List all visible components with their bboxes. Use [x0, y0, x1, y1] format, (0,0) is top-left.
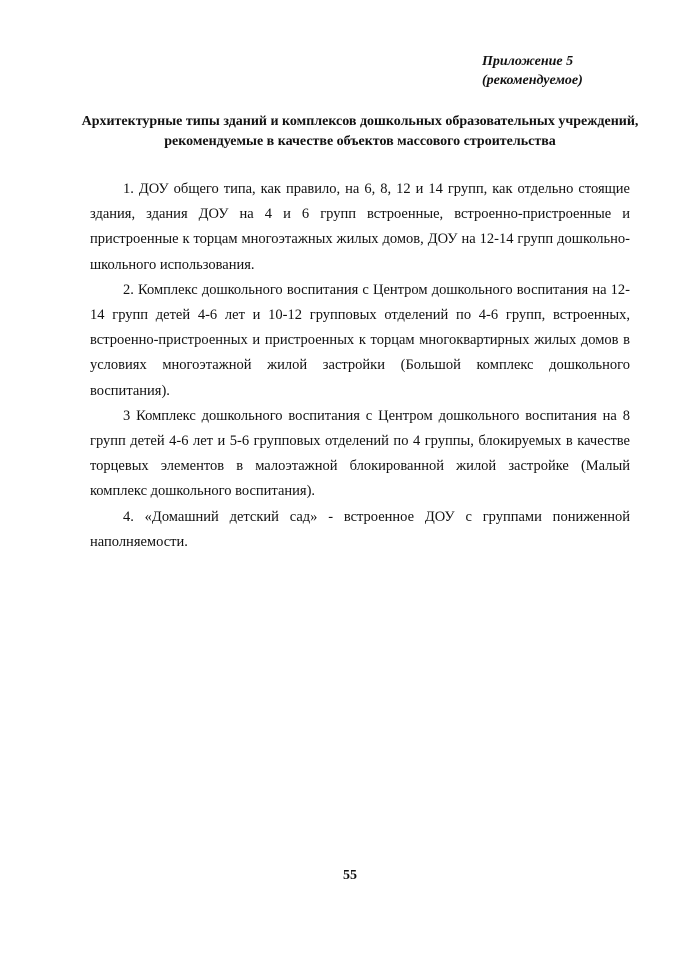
- paragraph-4: 4. «Домашний детский сад» - встроенное ДОУ с группами пониженной наполняемости.: [90, 508, 630, 550]
- title-line-1: Архитектурные типы зданий и комплексов дошкольных образовательных учреждений,: [81, 114, 639, 129]
- appendix-header: [482, 52, 583, 90]
- body-text: [90, 177, 630, 555]
- title-line-2: рекомендуемые в качестве объектов массового строительства: [164, 134, 556, 149]
- page-number: 55: [343, 868, 357, 883]
- appendix-number: Приложение 5: [482, 54, 574, 69]
- document-title: [80, 112, 640, 152]
- appendix-status: (рекомендуемое): [482, 73, 583, 88]
- paragraph-3: 3 Комплекс дошкольного воспитания с Центром дошкольного воспитания на 8 групп детей 4-6 лет и 5-6 групповых отделений по 4 группы, блокируемых в качестве торцевых элементов в малоэтажной блокированной жилой застройке (Малый комплекс дошкольного воспитания).: [90, 407, 630, 500]
- paragraph-2: 2. Комплекс дошкольного воспитания с Центром дошкольного воспитания на 12-14 групп детей 4-6 лет и 10-12 групповых отделений по 4-6 групп, встроенных, встроенно-пристроенных и пристроенных к торцам многоквартирных жилых домов в условиях многоэтажной жилой застройки (Большой комплекс дошкольного воспитания).: [90, 281, 630, 399]
- paragraph-1: 1. ДОУ общего типа, как правило, на 6, 8, 12 и 14 групп, как отдельно стоящие здания, здания ДОУ на 4 и 6 групп встроенные, встроенно-пристроенные и пристроенные к торцам многоэтажных жилых домов, ДОУ на 12-14 групп дошкольно-школьного использования.: [90, 181, 630, 273]
